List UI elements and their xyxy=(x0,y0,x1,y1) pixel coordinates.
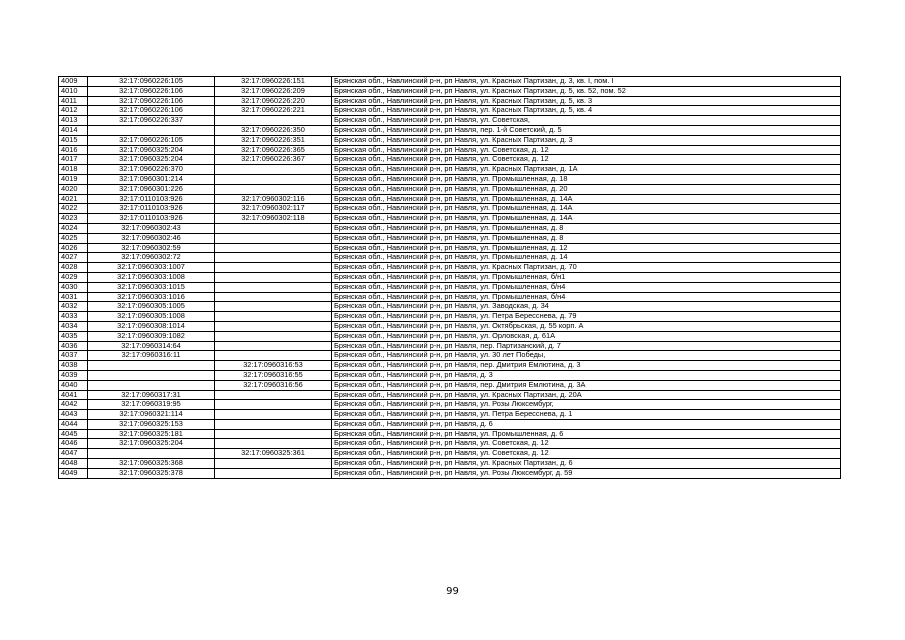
address-cell: Брянская обл., Навлинский р-н, рп Навля, ул. Промышленная, д. 14А xyxy=(332,214,841,224)
cadastral-number-cell xyxy=(88,380,215,390)
row-number-cell: 4044 xyxy=(59,419,88,429)
row-number-cell: 4036 xyxy=(59,341,88,351)
parent-cadastral-number-cell xyxy=(215,116,332,126)
row-number-cell: 4017 xyxy=(59,155,88,165)
cadastral-number-cell: 32:17:0960302:59 xyxy=(88,243,215,253)
row-number-cell: 4015 xyxy=(59,135,88,145)
cadastral-number-cell: 32:17:0960305:1008 xyxy=(88,312,215,322)
parent-cadastral-number-cell: 32:17:0960226:220 xyxy=(215,96,332,106)
row-number-cell: 4037 xyxy=(59,351,88,361)
address-cell: Брянская обл., Навлинский р-н, рп Навля, пер. 1-й Советский, д. 5 xyxy=(332,125,841,135)
table-row xyxy=(59,390,841,400)
parent-cadastral-number-cell xyxy=(215,174,332,184)
address-cell: Брянская обл., Навлинский р-н, рп Навля, ул. Промышленная, д. 6 xyxy=(332,429,841,439)
parent-cadastral-number-cell: 32:17:0960302:118 xyxy=(215,214,332,224)
parent-cadastral-number-cell xyxy=(215,165,332,175)
row-number-cell: 4025 xyxy=(59,233,88,243)
cadastral-number-cell: 32:17:0110103:926 xyxy=(88,194,215,204)
address-cell: Брянская обл., Навлинский р-н, рп Навля, ул. Промышленная, б/н4 xyxy=(332,282,841,292)
cadastral-number-cell: 32:17:0960303:1016 xyxy=(88,292,215,302)
parent-cadastral-number-cell xyxy=(215,459,332,469)
parent-cadastral-number-cell: 32:17:0960325:361 xyxy=(215,449,332,459)
address-cell: Брянская обл., Навлинский р-н, рп Навля, ул. Розы Люксембург, д. 59 xyxy=(332,468,841,478)
address-cell: Брянская обл., Навлинский р-н, рп Навля, ул. Красных Партизан, д. 6 xyxy=(332,459,841,469)
address-cell: Брянская обл., Навлинский р-н, рп Навля, ул. Красных Партизан, д. 5, кв. 3 xyxy=(332,96,841,106)
parent-cadastral-number-cell xyxy=(215,419,332,429)
registry-table xyxy=(58,76,841,479)
table-row xyxy=(59,253,841,263)
row-number-cell: 4014 xyxy=(59,125,88,135)
row-number-cell: 4029 xyxy=(59,272,88,282)
table-row xyxy=(59,272,841,282)
table-row xyxy=(59,106,841,116)
row-number-cell: 4032 xyxy=(59,302,88,312)
address-cell: Брянская обл., Навлинский р-н, рп Навля, ул. Красных Партизан, д. 70 xyxy=(332,263,841,273)
row-number-cell: 4035 xyxy=(59,331,88,341)
address-cell: Брянская обл., Навлинский р-н, рп Навля, ул. Промышленная, д. 14А xyxy=(332,204,841,214)
row-number-cell: 4010 xyxy=(59,86,88,96)
row-number-cell: 4041 xyxy=(59,390,88,400)
address-cell: Брянская обл., Навлинский р-н, рп Навля, ул. Советская, д. 12 xyxy=(332,155,841,165)
cadastral-number-cell: 32:17:0960226:106 xyxy=(88,96,215,106)
parent-cadastral-number-cell xyxy=(215,312,332,322)
row-number-cell: 4009 xyxy=(59,77,88,87)
cadastral-number-cell: 32:17:0960319:95 xyxy=(88,400,215,410)
row-number-cell: 4045 xyxy=(59,429,88,439)
parent-cadastral-number-cell xyxy=(215,321,332,331)
address-cell: Брянская обл., Навлинский р-н, рп Навля, ул. Красных Партизан, д. 3 xyxy=(332,135,841,145)
table-row xyxy=(59,194,841,204)
table-row xyxy=(59,184,841,194)
row-number-cell: 4031 xyxy=(59,292,88,302)
table-row xyxy=(59,214,841,224)
parent-cadastral-number-cell xyxy=(215,302,332,312)
address-cell: Брянская обл., Навлинский р-н, рп Навля, ул. 30 лет Победы, xyxy=(332,351,841,361)
row-number-cell: 4011 xyxy=(59,96,88,106)
parent-cadastral-number-cell xyxy=(215,331,332,341)
cadastral-number-cell: 32:17:0960309:1082 xyxy=(88,331,215,341)
table-row xyxy=(59,321,841,331)
table-row xyxy=(59,351,841,361)
cadastral-number-cell: 32:17:0960325:368 xyxy=(88,459,215,469)
table-row xyxy=(59,449,841,459)
address-cell: Брянская обл., Навлинский р-н, рп Навля, д. 6 xyxy=(332,419,841,429)
cadastral-number-cell: 32:17:0960226:105 xyxy=(88,135,215,145)
parent-cadastral-number-cell xyxy=(215,429,332,439)
table-row xyxy=(59,116,841,126)
cadastral-number-cell: 32:17:0110103:926 xyxy=(88,204,215,214)
cadastral-number-cell: 32:17:0960301:226 xyxy=(88,184,215,194)
table-row xyxy=(59,341,841,351)
cadastral-number-cell: 32:17:0960321:114 xyxy=(88,410,215,420)
page-number: 99 xyxy=(446,586,459,597)
parent-cadastral-number-cell: 32:17:0960316:55 xyxy=(215,370,332,380)
table-row xyxy=(59,86,841,96)
parent-cadastral-number-cell: 32:17:0960316:56 xyxy=(215,380,332,390)
table-row xyxy=(59,331,841,341)
cadastral-number-cell: 32:17:0960325:153 xyxy=(88,419,215,429)
address-cell: Брянская обл., Навлинский р-н, рп Навля, ул. Промышленная, д. 8 xyxy=(332,223,841,233)
parent-cadastral-number-cell: 32:17:0960226:350 xyxy=(215,125,332,135)
address-cell: Брянская обл., Навлинский р-н, рп Навля, ул. Петра Бересснева, д. 79 xyxy=(332,312,841,322)
parent-cadastral-number-cell: 32:17:0960226:351 xyxy=(215,135,332,145)
address-cell: Брянская обл., Навлинский р-н, рп Навля, ул. Красных Партизан, д. 3, кв. I, пом. I xyxy=(332,77,841,87)
address-cell: Брянская обл., Навлинский р-н, рп Навля, ул. Орловская, д. 61А xyxy=(332,331,841,341)
parent-cadastral-number-cell xyxy=(215,223,332,233)
row-number-cell: 4020 xyxy=(59,184,88,194)
address-cell: Брянская обл., Навлинский р-н, рп Навля, ул. Промышленная, д. 14 xyxy=(332,253,841,263)
address-cell: Брянская обл., Навлинский р-н, рп Навля, ул. Советская, xyxy=(332,116,841,126)
table-row xyxy=(59,96,841,106)
row-number-cell: 4048 xyxy=(59,459,88,469)
table-row xyxy=(59,155,841,165)
table-row xyxy=(59,439,841,449)
cadastral-number-cell: 32:17:0960308:1014 xyxy=(88,321,215,331)
row-number-cell: 4027 xyxy=(59,253,88,263)
row-number-cell: 4030 xyxy=(59,282,88,292)
table-row xyxy=(59,223,841,233)
cadastral-number-cell: 32:17:0960325:204 xyxy=(88,439,215,449)
parent-cadastral-number-cell xyxy=(215,341,332,351)
table-row xyxy=(59,165,841,175)
cadastral-number-cell: 32:17:0960303:1015 xyxy=(88,282,215,292)
parent-cadastral-number-cell xyxy=(215,439,332,449)
parent-cadastral-number-cell xyxy=(215,263,332,273)
row-number-cell: 4022 xyxy=(59,204,88,214)
cadastral-number-cell: 32:17:0960325:378 xyxy=(88,468,215,478)
address-cell: Брянская обл., Навлинский р-н, рп Навля, ул. Красных Партизан, д. 1А xyxy=(332,165,841,175)
cadastral-number-cell: 32:17:0110103:926 xyxy=(88,214,215,224)
cadastral-number-cell: 32:17:0960302:46 xyxy=(88,233,215,243)
row-number-cell: 4047 xyxy=(59,449,88,459)
table-row xyxy=(59,400,841,410)
table-row xyxy=(59,243,841,253)
cadastral-number-cell: 32:17:0960302:43 xyxy=(88,223,215,233)
table-row xyxy=(59,419,841,429)
table-row xyxy=(59,292,841,302)
table-row xyxy=(59,410,841,420)
table-row xyxy=(59,312,841,322)
cadastral-number-cell: 32:17:0960302:72 xyxy=(88,253,215,263)
address-cell: Брянская обл., Навлинский р-н, рп Навля, ул. Советская, д. 12 xyxy=(332,439,841,449)
parent-cadastral-number-cell xyxy=(215,282,332,292)
cadastral-number-cell: 32:17:0960226:337 xyxy=(88,116,215,126)
row-number-cell: 4013 xyxy=(59,116,88,126)
address-cell: Брянская обл., Навлинский р-н, рп Навля, ул. Заводская, д. 34 xyxy=(332,302,841,312)
cadastral-number-cell: 32:17:0960301:214 xyxy=(88,174,215,184)
row-number-cell: 4039 xyxy=(59,370,88,380)
address-cell: Брянская обл., Навлинский р-н, рп Навля, ул. Промышленная, д. 18 xyxy=(332,174,841,184)
parent-cadastral-number-cell xyxy=(215,410,332,420)
table-row xyxy=(59,429,841,439)
parent-cadastral-number-cell xyxy=(215,233,332,243)
row-number-cell: 4049 xyxy=(59,468,88,478)
cadastral-number-cell: 32:17:0960303:1008 xyxy=(88,272,215,282)
row-number-cell: 4012 xyxy=(59,106,88,116)
parent-cadastral-number-cell: 32:17:0960226:151 xyxy=(215,77,332,87)
table-row xyxy=(59,204,841,214)
address-cell: Брянская обл., Навлинский р-н, рп Навля, ул. Петра Бересснева, д. 1 xyxy=(332,410,841,420)
address-cell: Брянская обл., Навлинский р-н, рп Навля, ул. Промышленная, д. 14А xyxy=(332,194,841,204)
parent-cadastral-number-cell xyxy=(215,390,332,400)
row-number-cell: 4028 xyxy=(59,263,88,273)
row-number-cell: 4046 xyxy=(59,439,88,449)
row-number-cell: 4024 xyxy=(59,223,88,233)
parent-cadastral-number-cell: 32:17:0960226:209 xyxy=(215,86,332,96)
table-row xyxy=(59,135,841,145)
cadastral-number-cell: 32:17:0960325:204 xyxy=(88,145,215,155)
row-number-cell: 4042 xyxy=(59,400,88,410)
table-row xyxy=(59,233,841,243)
table-row xyxy=(59,468,841,478)
address-cell: Брянская обл., Навлинский р-н, рп Навля, ул. Промышленная, д. 20 xyxy=(332,184,841,194)
cadastral-number-cell: 32:17:0960325:181 xyxy=(88,429,215,439)
address-cell: Брянская обл., Навлинский р-н, рп Навля, ул. Красных Партизан, д. 20А xyxy=(332,390,841,400)
table-row xyxy=(59,380,841,390)
address-cell: Брянская обл., Навлинский р-н, рп Навля, ул. Розы Люксембург, xyxy=(332,400,841,410)
cadastral-number-cell: 32:17:0960226:105 xyxy=(88,77,215,87)
table-row xyxy=(59,370,841,380)
row-number-cell: 4026 xyxy=(59,243,88,253)
table-row xyxy=(59,145,841,155)
address-cell: Брянская обл., Навлинский р-н, рп Навля, ул. Промышленная, д. 8 xyxy=(332,233,841,243)
address-cell: Брянская обл., Навлинский р-н, рп Навля, д. 3 xyxy=(332,370,841,380)
parent-cadastral-number-cell xyxy=(215,272,332,282)
cadastral-number-cell: 32:17:0960325:204 xyxy=(88,155,215,165)
cadastral-number-cell: 32:17:0960316:11 xyxy=(88,351,215,361)
table-row xyxy=(59,302,841,312)
row-number-cell: 4018 xyxy=(59,165,88,175)
cadastral-number-cell xyxy=(88,449,215,459)
cadastral-number-cell: 32:17:0960314:64 xyxy=(88,341,215,351)
address-cell: Брянская обл., Навлинский р-н, рп Навля, пер. Дмитрия Емлютина, д. 3 xyxy=(332,361,841,371)
cadastral-number-cell xyxy=(88,370,215,380)
address-cell: Брянская обл., Навлинский р-н, рп Навля, ул. Промышленная, д. 12 xyxy=(332,243,841,253)
table-row xyxy=(59,125,841,135)
parent-cadastral-number-cell xyxy=(215,243,332,253)
table-row xyxy=(59,77,841,87)
parent-cadastral-number-cell xyxy=(215,468,332,478)
parent-cadastral-number-cell: 32:17:0960316:53 xyxy=(215,361,332,371)
row-number-cell: 4016 xyxy=(59,145,88,155)
address-cell: Брянская обл., Навлинский р-н, рп Навля, ул. Красных Партизан, д. 5, кв. 4 xyxy=(332,106,841,116)
table-row xyxy=(59,282,841,292)
address-cell: Брянская обл., Навлинский р-н, рп Навля, ул. Советская, д. 12 xyxy=(332,145,841,155)
parent-cadastral-number-cell: 32:17:0960302:116 xyxy=(215,194,332,204)
cadastral-number-cell: 32:17:0960317:31 xyxy=(88,390,215,400)
row-number-cell: 4043 xyxy=(59,410,88,420)
parent-cadastral-number-cell: 32:17:0960226:221 xyxy=(215,106,332,116)
address-cell: Брянская обл., Навлинский р-н, рп Навля, ул. Красных Партизан, д. 5, кв. 52, пом. 52 xyxy=(332,86,841,96)
address-cell: Брянская обл., Навлинский р-н, рп Навля, пер. Дмитрия Емлютина, д. 3А xyxy=(332,380,841,390)
parent-cadastral-number-cell xyxy=(215,292,332,302)
cadastral-number-cell xyxy=(88,125,215,135)
table-row xyxy=(59,263,841,273)
address-cell: Брянская обл., Навлинский р-н, рп Навля, пер. Партизанский, д. 7 xyxy=(332,341,841,351)
row-number-cell: 4019 xyxy=(59,174,88,184)
parent-cadastral-number-cell: 32:17:0960226:367 xyxy=(215,155,332,165)
registry-table-body xyxy=(59,77,841,479)
row-number-cell: 4033 xyxy=(59,312,88,322)
table-row xyxy=(59,459,841,469)
row-number-cell: 4040 xyxy=(59,380,88,390)
cadastral-number-cell: 32:17:0960226:106 xyxy=(88,86,215,96)
cadastral-number-cell xyxy=(88,361,215,371)
row-number-cell: 4038 xyxy=(59,361,88,371)
cadastral-number-cell: 32:17:0960303:1007 xyxy=(88,263,215,273)
parent-cadastral-number-cell xyxy=(215,400,332,410)
address-cell: Брянская обл., Навлинский р-н, рп Навля, ул. Октябрьская, д. 55 корп. А xyxy=(332,321,841,331)
address-cell: Брянская обл., Навлинский р-н, рп Навля, ул. Промышленная, б/н1 xyxy=(332,272,841,282)
address-cell: Брянская обл., Навлинский р-н, рп Навля, ул. Промышленная, б/н4 xyxy=(332,292,841,302)
table-row xyxy=(59,361,841,371)
parent-cadastral-number-cell xyxy=(215,184,332,194)
parent-cadastral-number-cell: 32:17:0960226:365 xyxy=(215,145,332,155)
parent-cadastral-number-cell xyxy=(215,253,332,263)
cadastral-number-cell: 32:17:0960226:106 xyxy=(88,106,215,116)
parent-cadastral-number-cell xyxy=(215,351,332,361)
table-row xyxy=(59,174,841,184)
cadastral-number-cell: 32:17:0960226:370 xyxy=(88,165,215,175)
row-number-cell: 4023 xyxy=(59,214,88,224)
address-cell: Брянская обл., Навлинский р-н, рп Навля, ул. Советская, д. 12 xyxy=(332,449,841,459)
row-number-cell: 4034 xyxy=(59,321,88,331)
parent-cadastral-number-cell: 32:17:0960302:117 xyxy=(215,204,332,214)
row-number-cell: 4021 xyxy=(59,194,88,204)
cadastral-number-cell: 32:17:0960305:1005 xyxy=(88,302,215,312)
